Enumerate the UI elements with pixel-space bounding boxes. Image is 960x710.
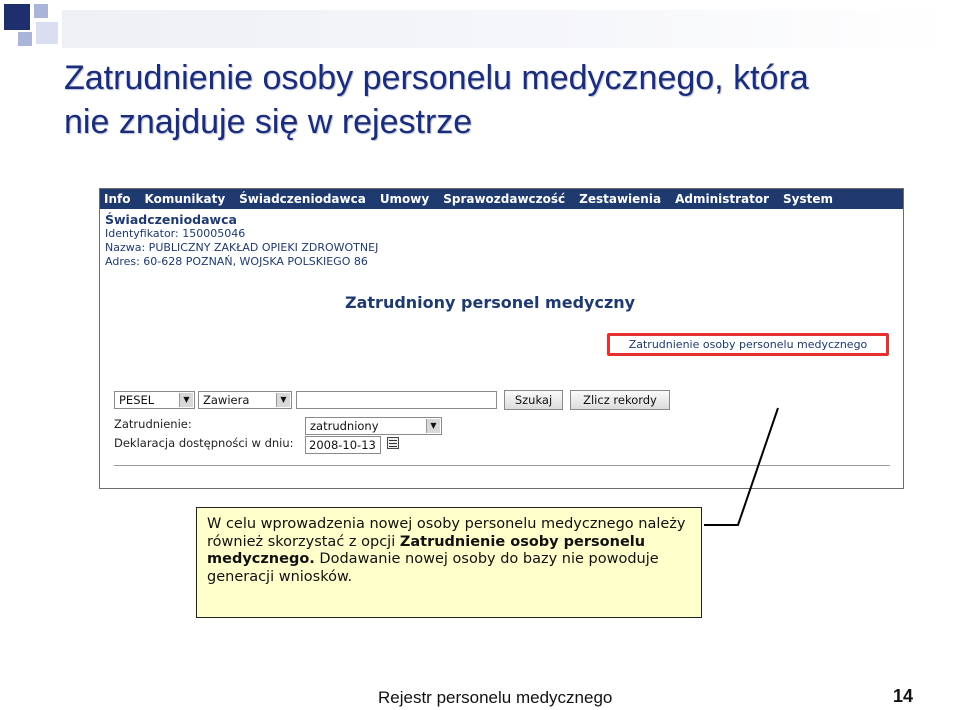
menu-bar: [100, 189, 903, 209]
menu-item-system[interactable]: System: [783, 192, 834, 206]
search-field-value: PESEL: [119, 393, 155, 407]
provider-info: [105, 213, 378, 269]
callout-text-bold: Zatrudnienie osoby personelu medycznego.: [207, 533, 646, 567]
menu-item-zestawienia[interactable]: Zestawienia: [579, 192, 662, 206]
operator-value: Zawiera: [203, 393, 250, 407]
page-title: Zatrudniony personel medyczny: [345, 293, 636, 312]
menu-item-sprawozdawczosc[interactable]: Sprawozdawczość: [443, 192, 566, 206]
employment-select[interactable]: [305, 417, 442, 435]
decor-square: [36, 22, 58, 44]
decor-square: [34, 4, 48, 18]
header-band: [62, 10, 952, 48]
search-button[interactable]: Szukaj: [504, 390, 563, 410]
employment-value: zatrudniony: [310, 419, 379, 433]
callout-text-b: Dodawanie nowej osoby do bazy nie powoduje generacji wniosków.: [207, 551, 659, 585]
chevron-down-icon: ▼: [179, 393, 193, 407]
availability-label: Deklaracja dostępności w dniu:: [114, 436, 294, 450]
menu-item-umowy[interactable]: Umowy: [379, 192, 430, 206]
footer-title: Rejestr personelu medycznego: [378, 688, 613, 707]
highlight-frame: [607, 333, 889, 356]
search-field-select[interactable]: [114, 391, 195, 409]
callout-text-a: W celu wprowadzenia nowej osoby personelu medycznego należy również skorzystać z opcji: [207, 516, 686, 550]
provider-identifier: Identyfikator: 150005046: [105, 227, 246, 240]
chevron-down-icon: ▼: [276, 393, 290, 407]
decor-square: [18, 32, 32, 46]
count-records-button[interactable]: Zlicz rekordy: [570, 390, 670, 410]
decor-square: [4, 4, 30, 30]
operator-select[interactable]: [198, 391, 292, 409]
menu-item-komunikaty[interactable]: Komunikaty: [144, 192, 226, 206]
search-input[interactable]: [296, 391, 497, 409]
slide-title-line2: nie znajduje się w rejestrze: [64, 103, 473, 141]
slide-title-line1: Zatrudnienie osoby personelu medycznego, która: [64, 59, 809, 97]
availability-date-input[interactable]: 2008-10-13: [305, 436, 381, 454]
app-screenshot: [99, 188, 904, 489]
hire-personnel-link[interactable]: Zatrudnienie osoby personelu medycznego: [628, 338, 868, 351]
chevron-down-icon: ▼: [426, 419, 440, 433]
menu-item-administrator[interactable]: Administrator: [675, 192, 770, 206]
provider-heading: Świadczeniodawca: [105, 212, 237, 227]
callout-note: [196, 507, 702, 618]
provider-address: Adres: 60-628 POZNAŃ, WOJSKA POLSKIEGO 86: [105, 255, 368, 268]
provider-name: Nazwa: PUBLICZNY ZAKŁAD OPIEKI ZDROWOTNEJ: [105, 241, 379, 254]
page-number: 14: [893, 686, 914, 706]
divider: [114, 465, 890, 466]
menu-item-swiadczeniodawca[interactable]: Świadczeniodawca: [239, 192, 366, 206]
slide-title: [64, 56, 924, 144]
calendar-icon[interactable]: [387, 437, 399, 449]
employment-label: Zatrudnienie:: [114, 417, 192, 431]
menu-item-info[interactable]: Info: [104, 192, 131, 206]
